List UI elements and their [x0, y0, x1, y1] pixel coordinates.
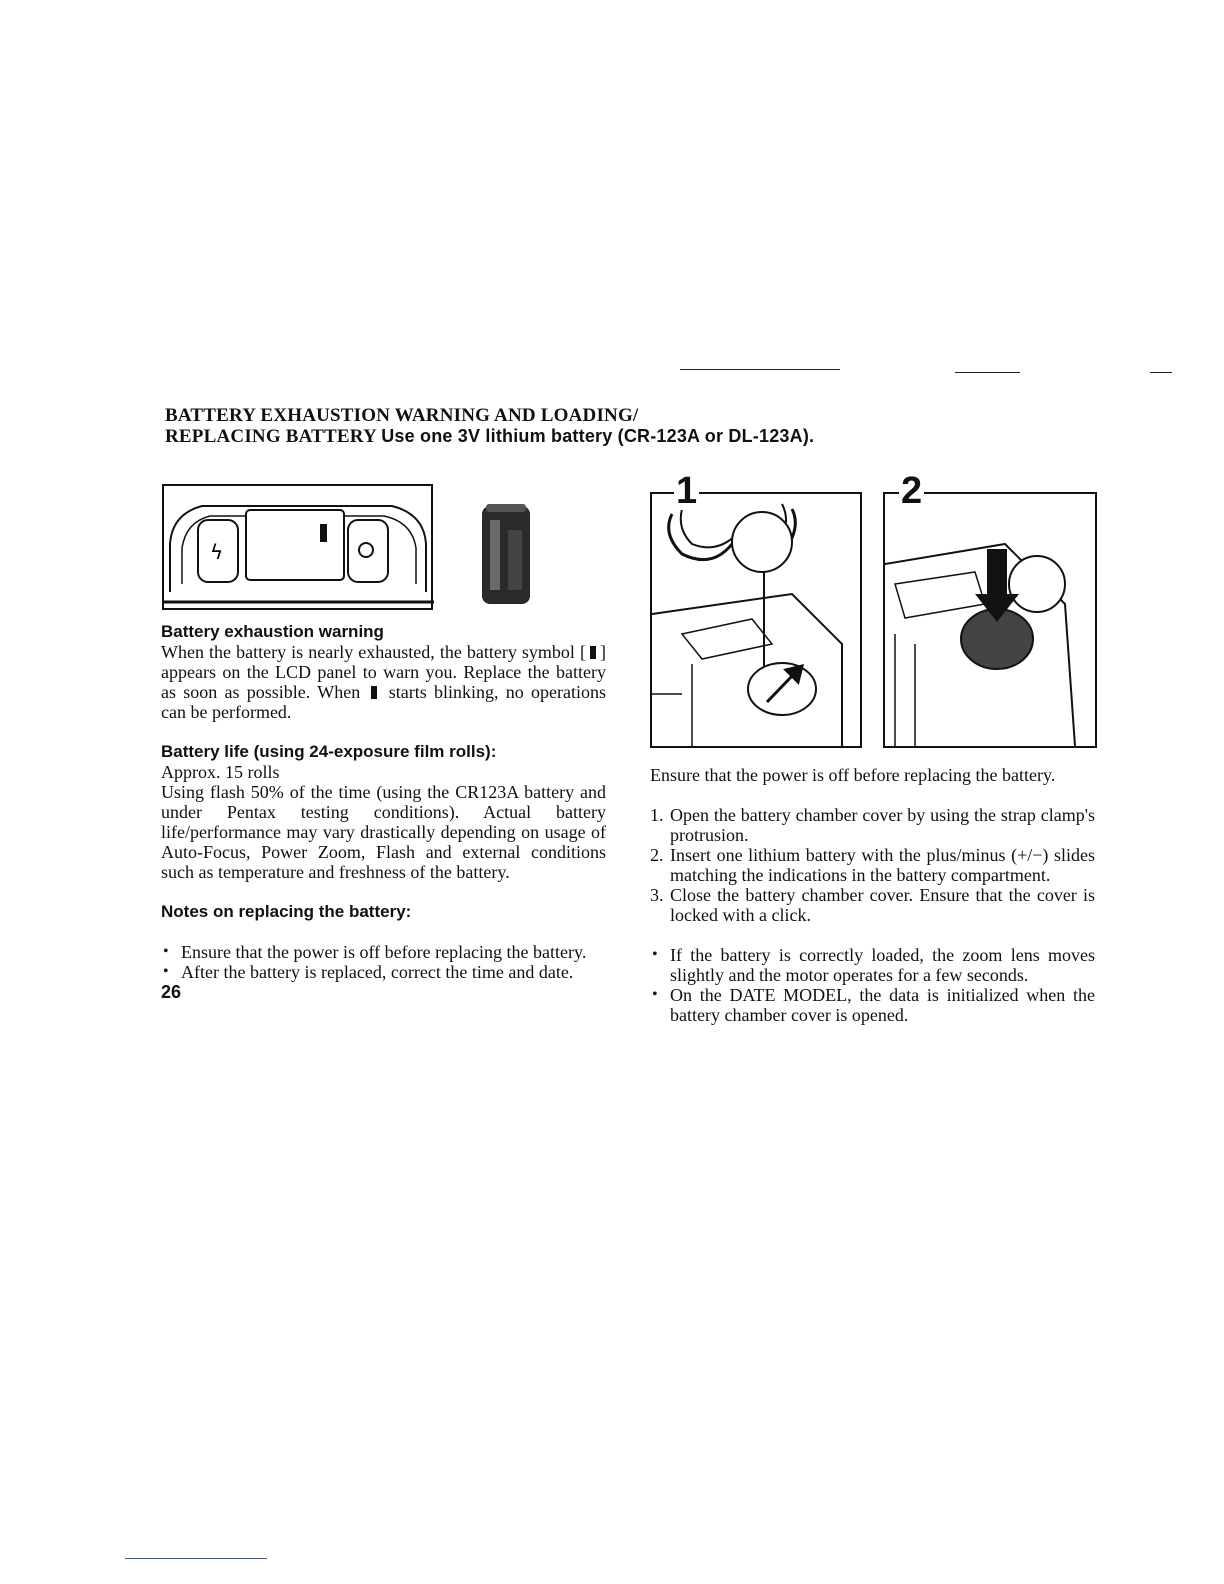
battery-life-title: Battery life (using 24-exposure film rolls):	[161, 742, 497, 761]
step-number: 1.	[650, 805, 664, 825]
warning-text-1: When the battery is nearly exhausted, the battery symbol [	[161, 642, 586, 662]
top-rule-1	[680, 369, 840, 370]
note-text: After the battery is replaced, correct the time and date.	[181, 962, 574, 982]
figure-2	[883, 470, 1097, 748]
list-item	[650, 845, 1095, 885]
heading-line-1: BATTERY EXHAUSTION WARNING AND LOADING/	[165, 405, 639, 426]
battery-illustration	[478, 500, 534, 610]
lcd-panel-illustration	[162, 484, 434, 612]
warning-text-2: ] appears on the LCD panel to warn you. Replace the battery as soon as possible. When	[161, 642, 606, 702]
page-number: 26	[161, 982, 182, 1002]
step-text: Close the battery chamber cover. Ensure that the cover is locked with a click.	[670, 885, 1095, 925]
steps-list	[650, 805, 1095, 925]
figure-2-drawing	[885, 494, 1095, 746]
list-item	[650, 805, 1095, 845]
heading-line-2-rest: Use one 3V lithium battery (CR-123A or DL-123A).	[381, 426, 815, 446]
figure-1	[650, 470, 862, 748]
step-number: 3.	[650, 885, 664, 905]
list-item: • After the battery is replaced, correct the time and date.	[163, 962, 574, 982]
bullet-text: On the DATE MODEL, the data is initialized when the battery chamber cover is opened.	[670, 985, 1095, 1025]
bottom-rule	[125, 1558, 267, 1559]
list-item: • On the DATE MODEL, the data is initialized when the battery chamber cover is opened.	[652, 985, 1095, 1025]
list-item	[650, 885, 1095, 925]
notes-title: Notes on replacing the battery:	[161, 902, 412, 921]
top-rule-2	[955, 372, 1020, 373]
notes-list	[161, 942, 606, 982]
left-column	[161, 622, 606, 1003]
top-rule-3	[1150, 372, 1172, 373]
flash-icon: ϟ	[210, 540, 224, 564]
battery-symbol-icon	[320, 524, 327, 542]
figure-1-drawing	[652, 494, 860, 746]
intro-text: Ensure that the power is off before replacing the battery.	[650, 765, 1056, 785]
battery-life-body: Using flash 50% of the time (using the CR123A battery and under Pentax testing conditions). Actual battery life/performance may vary drastically depending on usage of Auto-Focus, Power Zoom, Flash and external conditions such as temperature and freshness of the battery.	[161, 782, 606, 882]
figure-1-label: 1	[676, 470, 698, 512]
note-text: Ensure that the power is off before replacing the battery.	[181, 942, 587, 962]
blinking-battery-icon	[371, 686, 377, 699]
warning-text-3: starts blinking, no operations can be performed.	[161, 682, 606, 722]
list-item: • Ensure that the power is off before replacing the battery.	[163, 942, 587, 962]
list-item: • If the battery is correctly loaded, the zoom lens moves slightly and the motor operates for a few seconds.	[652, 945, 1095, 985]
step-number: 2.	[650, 845, 664, 865]
battery-symbol-icon	[590, 646, 596, 659]
warning-title: Battery exhaustion warning	[161, 622, 384, 641]
figure-2-label: 2	[901, 470, 923, 512]
right-column	[650, 765, 1095, 1025]
heading-line-2	[165, 426, 1165, 447]
warning-paragraph	[161, 642, 606, 722]
battery-life-approx: Approx. 15 rolls	[161, 762, 280, 782]
section-heading	[165, 405, 1165, 447]
step-text: Open the battery chamber cover by using the strap clamp's protrusion.	[670, 805, 1095, 845]
heading-line-2-caps: REPLACING BATTERY	[165, 426, 377, 447]
info-bullets	[650, 945, 1095, 1025]
step-text: Insert one lithium battery with the plus/minus (+/−) slides matching the indications in the battery compartment.	[670, 845, 1095, 885]
bullet-text: If the battery is correctly loaded, the zoom lens moves slightly and the motor operates for a few seconds.	[670, 945, 1095, 985]
